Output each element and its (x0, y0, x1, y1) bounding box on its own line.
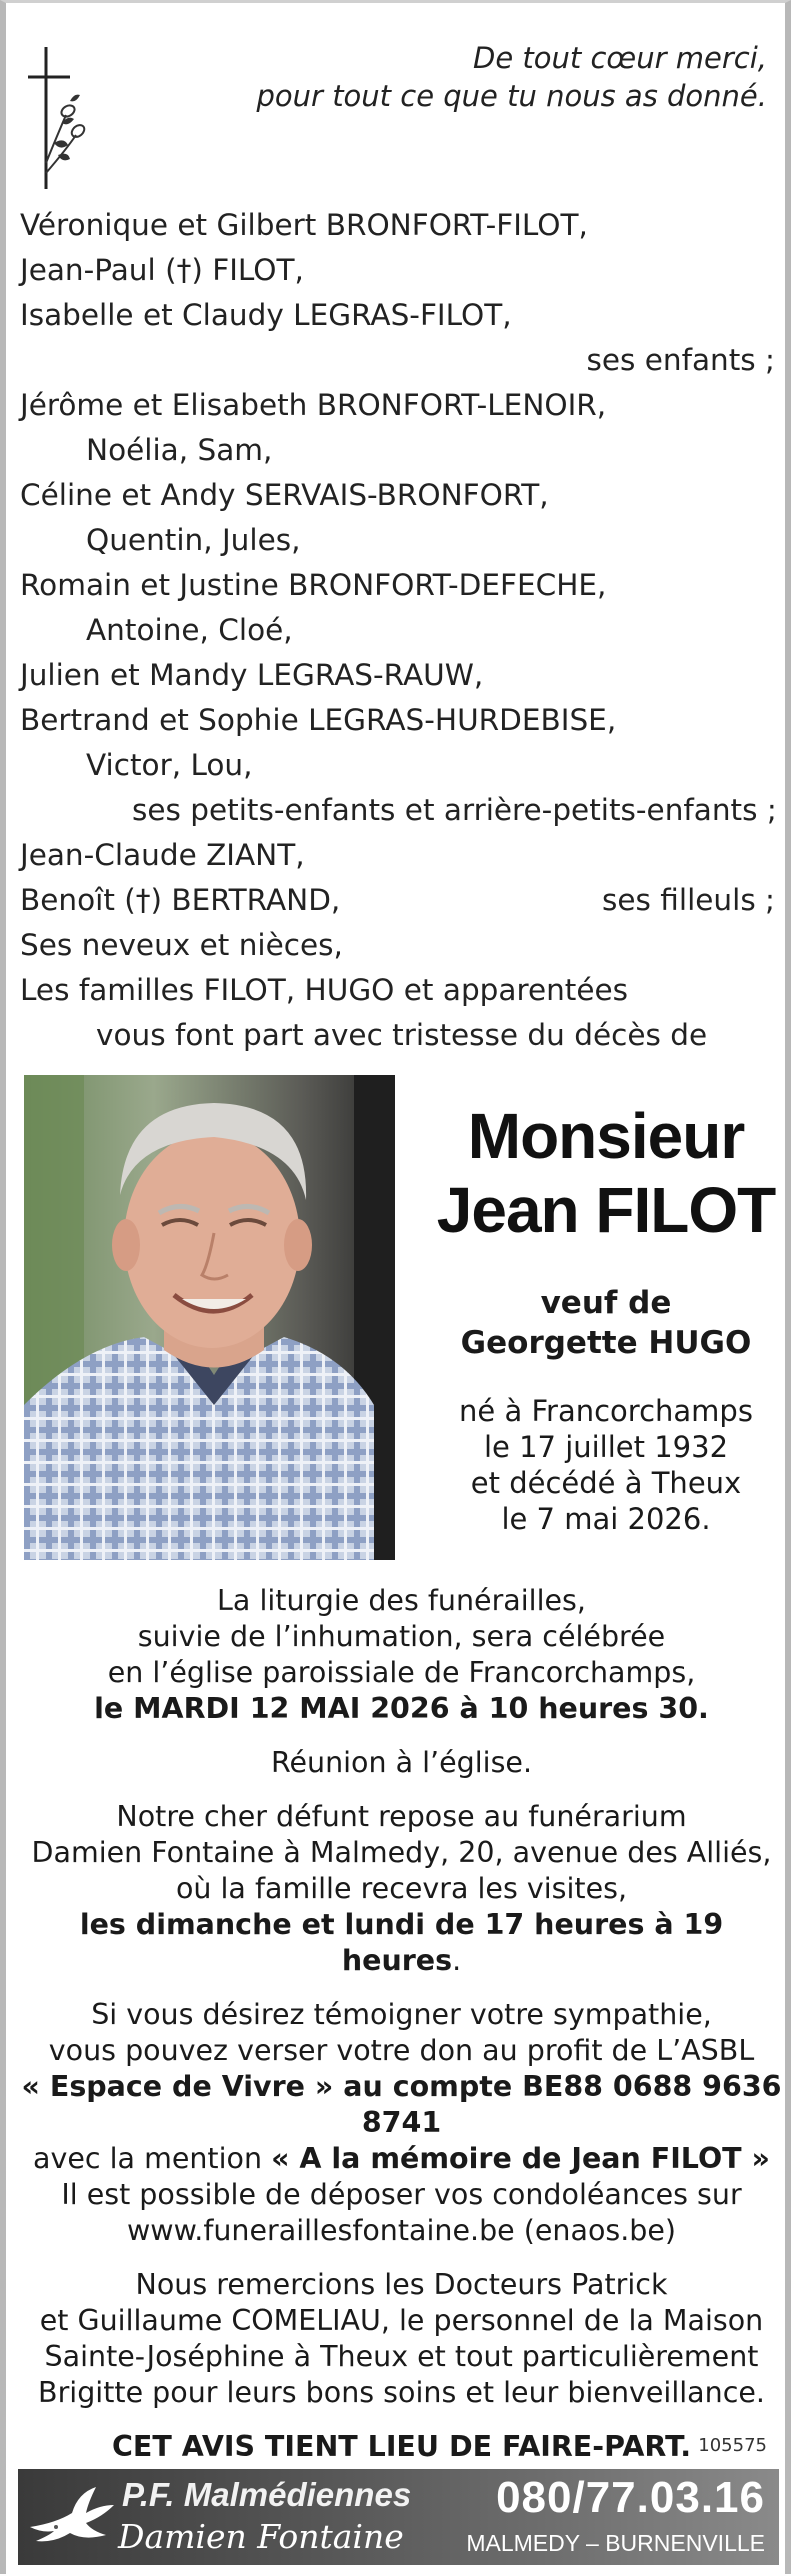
portrait-photo (24, 1075, 395, 1560)
epigraph (257, 39, 767, 115)
family-line: Bertrand et Sophie LEGRAS-HURDEBISE, (20, 703, 617, 737)
text-line: en l’église paroissiale de Francorchamps, (107, 1656, 696, 1689)
family-line: Véronique et Gilbert BRONFORT-FILOT, (20, 208, 588, 242)
widower-line-1: veuf de (540, 1285, 672, 1321)
birth-death-info (421, 1393, 791, 1537)
donation-paragraph (20, 1997, 783, 2249)
family-line: Céline et Andy SERVAIS-BRONFORT, (20, 478, 549, 512)
text-line: Réunion à l’église. (270, 1746, 533, 1779)
thanks-paragraph (20, 2267, 783, 2411)
reunion-paragraph (20, 1745, 783, 1781)
family-line: Jérôme et Elisabeth BRONFORT-LENOIR, (20, 388, 607, 422)
widower-of (421, 1283, 791, 1363)
text-line: Si vous désirez témoigner votre sympathie, (91, 1998, 712, 2031)
birth-line-4: le 7 mai 2026. (501, 1502, 711, 1536)
text-line: vous pouvez verser votre don au profit de L’ASBL (48, 2034, 755, 2067)
deceased-name: Jean FILOT (436, 1174, 776, 1246)
condolence-website: www.funeraillesfontaine.be (enaos.be) (126, 2214, 677, 2247)
birth-line-3: et décédé à Theux (470, 1466, 742, 1500)
epigraph-line-2: pour tout ce que tu nous as donné. (256, 79, 767, 113)
text-line: La liturgie des funérailles, (217, 1584, 586, 1617)
text-line: suivie de l’inhumation, sera célébrée (137, 1620, 666, 1653)
family-list (20, 203, 775, 1058)
director-name: Damien Fontaine (118, 2517, 404, 2556)
reference-number: 105575 (698, 2435, 767, 2456)
text-line: avec la mention (33, 2142, 272, 2175)
widower-line-2: Georgette HUGO (460, 1325, 752, 1361)
family-line: Julien et Mandy LEGRAS-RAUW, (20, 658, 484, 692)
announce-line: vous font part avec tristesse du décès de (96, 1018, 708, 1052)
visitation-paragraph (20, 1799, 783, 1979)
funeral-details (20, 1583, 783, 2465)
family-line: Jean-Claude ZIANT, (20, 838, 305, 872)
godchildren-label: ses filleuls ; (602, 883, 775, 917)
grandchildren-label: ses petits-enfants et arrière-petits-enfants ; (132, 793, 777, 827)
company-name: P.F. Malmédiennes (122, 2476, 412, 2513)
birth-line-1: né à Francorchamps (459, 1394, 753, 1428)
phone-number: 080/77.03.16 (496, 2473, 765, 2522)
liturgy-paragraph (20, 1583, 783, 1727)
family-line: Antoine, Cloé, (86, 613, 293, 647)
funeral-home-banner (18, 2469, 779, 2565)
family-line: Ses neveux et nièces, (20, 928, 343, 962)
visitation-hours: les dimanche et lundi de 17 heures à 19 heures (79, 1908, 724, 1977)
donation-mention: « A la mémoire de Jean FILOT » (271, 2142, 770, 2175)
family-line: Jean-Paul (†) FILOT, (20, 253, 304, 287)
family-line: Benoît (†) BERTRAND, (20, 883, 341, 917)
family-line: Romain et Justine BRONFORT-DEFECHE, (20, 568, 607, 602)
deceased-block (421, 1099, 791, 1537)
text-line: . (452, 1944, 462, 1977)
text-line: et Guillaume COMELIAU, le personnel de la Maison (39, 2304, 764, 2337)
locations: MALMEDY – BURNENVILLE (466, 2530, 765, 2556)
text-line: Damien Fontaine à Malmedy, 20, avenue des Alliés, (31, 1836, 772, 1869)
family-line: Isabelle et Claudy LEGRAS-FILOT, (20, 298, 512, 332)
children-label: ses enfants ; (586, 343, 775, 377)
family-line: Les familles FILOT, HUGO et apparentées (20, 973, 629, 1007)
family-line: Quentin, Jules, (86, 523, 301, 557)
text-line: où la famille recevra les visites, (175, 1872, 628, 1905)
text-line: Il est possible de déposer vos condoléances sur (61, 2178, 742, 2211)
deceased-title: Monsieur (467, 1100, 745, 1172)
final-notice: CET AVIS TIENT LIEU DE FAIRE-PART. (111, 2430, 692, 2463)
birth-line-2: le 17 juillet 1932 (483, 1430, 729, 1464)
cross-flower-icon (24, 43, 96, 193)
text-line: Sainte-Joséphine à Theux et tout particulièrement (44, 2340, 759, 2373)
funeral-date: le MARDI 12 MAI 2026 à 10 heures 30. (94, 1692, 709, 1725)
dove-icon (26, 2483, 118, 2553)
family-line: Victor, Lou, (86, 748, 253, 782)
bank-account: « Espace de Vivre » au compte BE88 0688 9636 8741 (21, 2070, 782, 2139)
text-line: Brigitte pour leurs bons soins et leur bienveillance. (38, 2376, 765, 2409)
text-line: Nous remercions les Docteurs Patrick (135, 2268, 668, 2301)
family-line: Noélia, Sam, (86, 433, 273, 467)
text-line: Notre cher défunt repose au funérarium (116, 1800, 687, 1833)
epigraph-line-1: De tout cœur merci, (473, 41, 767, 75)
